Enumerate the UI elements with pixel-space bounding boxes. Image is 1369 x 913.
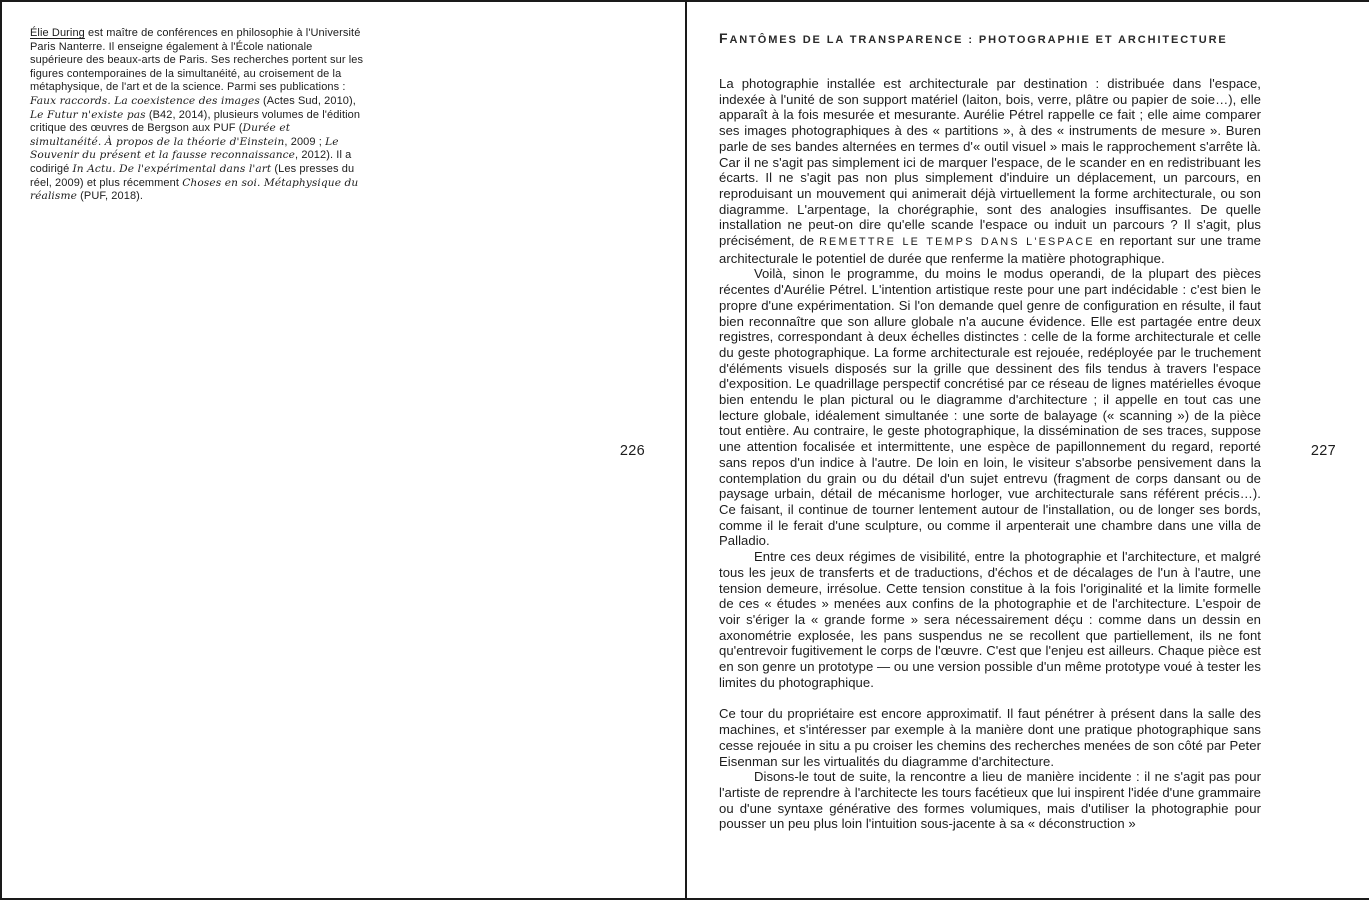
paragraph-text: en reportant sur une trame architecturale le potentiel de durée que renferme la matière photographique. [719,233,1262,266]
bio-text: , 2012). Il a codirigé [30,149,352,175]
bio-text: , 2009 ; [284,135,326,148]
paragraph: Ce tour du propriétaire est encore approximatif. Il faut pénétrer à présent dans la salle des machines, et s'intéresser par exemple à la manière dont une pratique photographique sans cesse rejouée in situ a pu croiser les chemins des recherches menées de son côté par Peter Eisenman sur les virtualités du diagramme d'architecture. [719,706,1261,769]
bio-text: (PUF, 2018). [76,190,144,203]
frame-left-rule [0,0,2,900]
paragraph-text: La photographie installée est architecturale par destination : distribuée dans l'espace, indexée à l'unité de son support matériel (laiton, bois, verre, plâtre ou papier de soie…), elle apparaît à la fois mesurée et mesurante. Aurélie Pétrel rappelle ce fait ; elle aime comparer ses images photographiques à des « partitions », à des « instruments de mesure ». Buren parle de ses bandes alternées en termes d'« outil visuel » mais le rapprochement s'arrête là. Car il ne s'agit pas simplement ici de marquer l'espace, de le scander en en redistribuant les écarts. Il ne s'agit pas non plus simplement d'induire un déplacement, un parcours, en reproduisant un mouvement qui animerait déjà virtuellement la forme architecturale, ou son diagramme. L'arpentage, la chorégraphie, sont des analogies insuffisantes. De quelle installation ne peut-on dire qu'elle scande l'espace ou induit un parcours ? Il s'agit, plus précisément, de [719,76,1261,249]
page-left [2,0,685,900]
running-head: FANTÔMES DE LA TRANSPARENCE : PHOTOGRAPHIE ET ARCHITECTURE [719,30,1228,46]
paragraph [719,76,1261,266]
book-title-italic: Faux raccords. La coexistence des images [30,94,260,107]
page-number-right: 227 [1310,443,1336,459]
bio-text: est maître de conférences en philosophie à l'Université Paris Nanterre. Il enseigne également à l'École nationale supérieure des beaux-arts de Paris. Ses recherches portent sur les figures contemporaines de la simultanéité, au croisement de la métaphysique, de l'art et de la science. Parmi ses publications : [30,27,364,94]
book-title-italic: Le Souvenir du présent et la fausse reconnaissance [30,135,339,162]
bio-text: (Actes Sud, 2010), [259,94,356,107]
page-number-left: 226 [619,443,645,459]
bio-text: (B42, 2014), plusieurs volumes de l'édition critique des œuvres de Bergson aux PUF ( [30,108,361,135]
bio-text: (Les presses du réel, 2009) et plus récemment [30,162,355,189]
paragraph: Voilà, sinon le programme, du moins le modus operandi, de la plupart des pièces récentes d'Aurélie Pétrel. L'intention artistique reste pour une part indécidable : c'est bien le propre d'une expérimentation. Si l'on demande quel genre de configuration en résulte, il faut bien reconnaître que son allure globale n'a aucune évidence. Elle est partagée entre deux registres, correspondant à deux échelles distinctes : celle de la forme architecturale et celle du geste photographique. La forme architecturale est rejouée, redéployée par le truchement d'éléments visuels disposés sur la grille que dessinent des fils tendus à travers l'espace d'exposition. Le quadrillage perspectif concrétisé par ce réseau de lignes matérielles évoque bien entendu le plan pictural ou le diagramme d'architecture ; il appelle en tout cas une lecture globale, idéalement simultanée : une sorte de balayage (« scanning ») de la pièce tout entière. Au contraire, le geste photographique, la dissémination de ses traces, suppose une attention focalisée et intermittente, une espèce de papillonnement du regard, reporté sans repos d'un indice à l'autre. De loin en loin, le visiteur s'absorbe pensivement dans la contemplation du grain ou du détail d'un sujet entrevu (fragment de corps dansant ou de paysage urbain, détail de mécanisme horloger, vue architecturale sans référent précis…). Ce faisant, il continue de tourner lentement autour de l'installation, ou de longer ses bords, comme il le ferait d'une sculpture, ou comme il arpenterait une chambre dans une villa de Palladio. [719,266,1261,549]
book-title-italic: Durée et simultanéité. À propos de la théorie d'Einstein [30,122,291,148]
main-text-column [719,76,1261,832]
page-right [687,0,1369,900]
author-bio-note [30,27,364,204]
paragraph: Entre ces deux régimes de visibilité, entre la photographie et l'architecture, et malgré tous les jeux de transferts et de traductions, d'échos et de décalages de l'un à l'autre, une tension demeure, irrésolue. Cette tension constitue à la fois l'originalité et la limite formelle de ces « études » menées aux confins de la photographie et de l'architecture. L'espoir de voir s'ériger la « grande forme » sera nécessairement déçu : comme dans un dessin en axonométrie explosée, les pans suspendus ne se recollent que partiellement, ils ne font qu'entrevoir fugitivement le corps de l'œuvre. C'est que l'enjeu est ailleurs. Chaque pièce est en son genre un prototype — ou une version possible d'un même prototype voué à tester les limites du photographique. [719,549,1261,690]
book-title-italic: In Actu. De l'expérimental dans l'art [72,162,272,175]
paragraph: Disons-le tout de suite, la rencontre a lieu de manière incidente : il ne s'agit pas pour l'artiste de reprendre à l'architecte les tours facétieux que lui inspirent l'idée d'une grammaire ou d'une syntaxe générative des formes volumiques, mais d'utiliser la photographie pour pousser un peu plus loin l'intuition sous-jacente à sa « déconstruction » [719,769,1261,832]
letterspaced-caps-phrase: REMETTRE LE TEMPS DANS L'ESPACE [819,236,1095,249]
gutter-divider [685,0,687,900]
author-name: Élie During [30,27,85,39]
book-title-italic: Le Futur n'existe pas [30,108,146,121]
book-title-italic: Choses en soi. Métaphysique du réalisme [30,176,359,203]
